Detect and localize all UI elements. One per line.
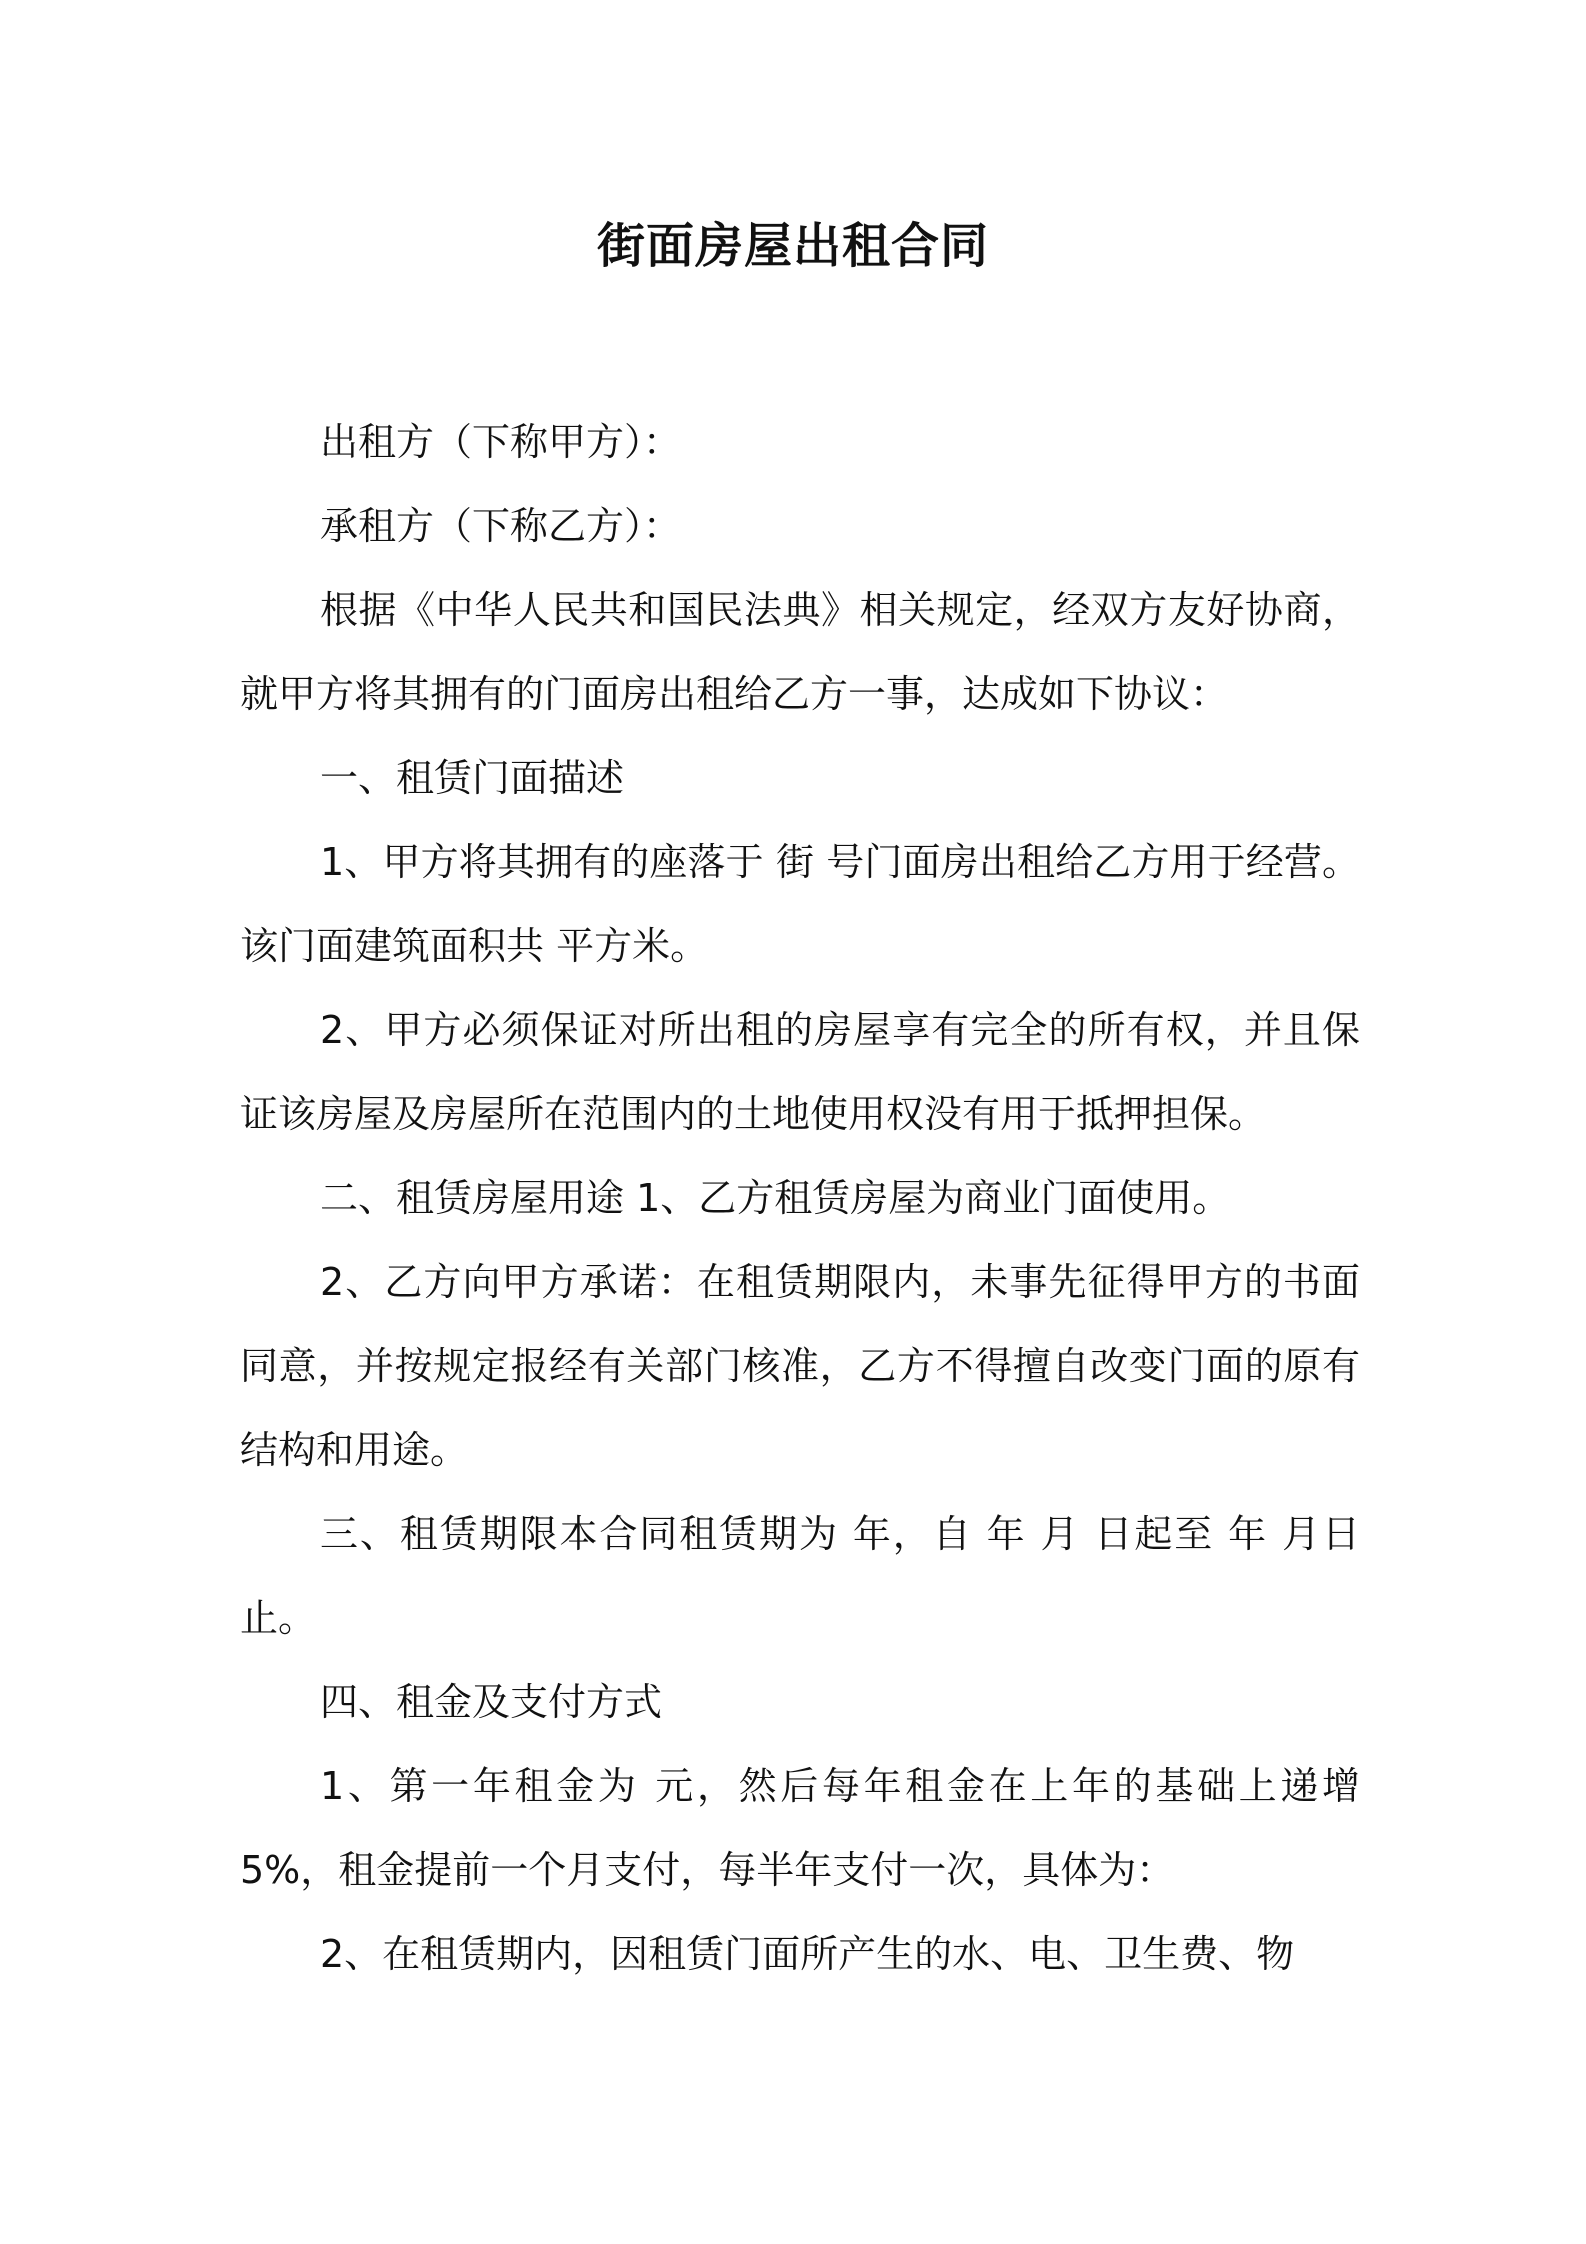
party-a-line: 出租方（下称甲方）： bbox=[320, 420, 682, 464]
document-title: 街面房屋出租合同 bbox=[596, 218, 989, 274]
clause-4-1: 1、第一年租金为 元，然后每年租金在上年的基础上递增5%，租金提前一个月支付，每半年支付一次，具体为： bbox=[240, 1764, 1360, 1892]
preamble-paragraph: 根据《中华人民共和国民法典》相关规定，经双方友好协商，就甲方将其拥有的门面房出租给乙方一事，达成如下协议： bbox=[240, 588, 1360, 716]
clause-1-2: 2、甲方必须保证对所出租的房屋享有完全的所有权，并且保证该房屋及房屋所在范围内的土地使用权没有用于抵押担保。 bbox=[240, 1008, 1360, 1136]
clause-4-2: 2、在租赁期内，因租赁门面所产生的水、电、卫生费、物 bbox=[320, 1932, 1295, 1976]
clause-2-2: 2、乙方向甲方承诺：在租赁期限内，未事先征得甲方的书面同意，并按规定报经有关部门核准，乙方不得擅自改变门面的原有结构和用途。 bbox=[240, 1260, 1360, 1472]
section-heading-2: 二、租赁房屋用途 1、乙方租赁房屋为商业门面使用。 bbox=[320, 1176, 1231, 1220]
clause-1-1: 1、甲方将其拥有的座落于 街 号门面房出租给乙方用于经营。该门面建筑面积共 平方米。 bbox=[240, 840, 1360, 968]
section-heading-3: 三、租赁期限本合同租赁期为 年，自 年 月 日起至 年 月日止。 bbox=[240, 1512, 1360, 1640]
document-body bbox=[240, 400, 1360, 1996]
section-heading-1: 一、租赁门面描述 bbox=[320, 756, 625, 800]
party-b-line: 承租方（下称乙方）： bbox=[320, 504, 682, 548]
section-heading-4: 四、租金及支付方式 bbox=[320, 1680, 663, 1724]
